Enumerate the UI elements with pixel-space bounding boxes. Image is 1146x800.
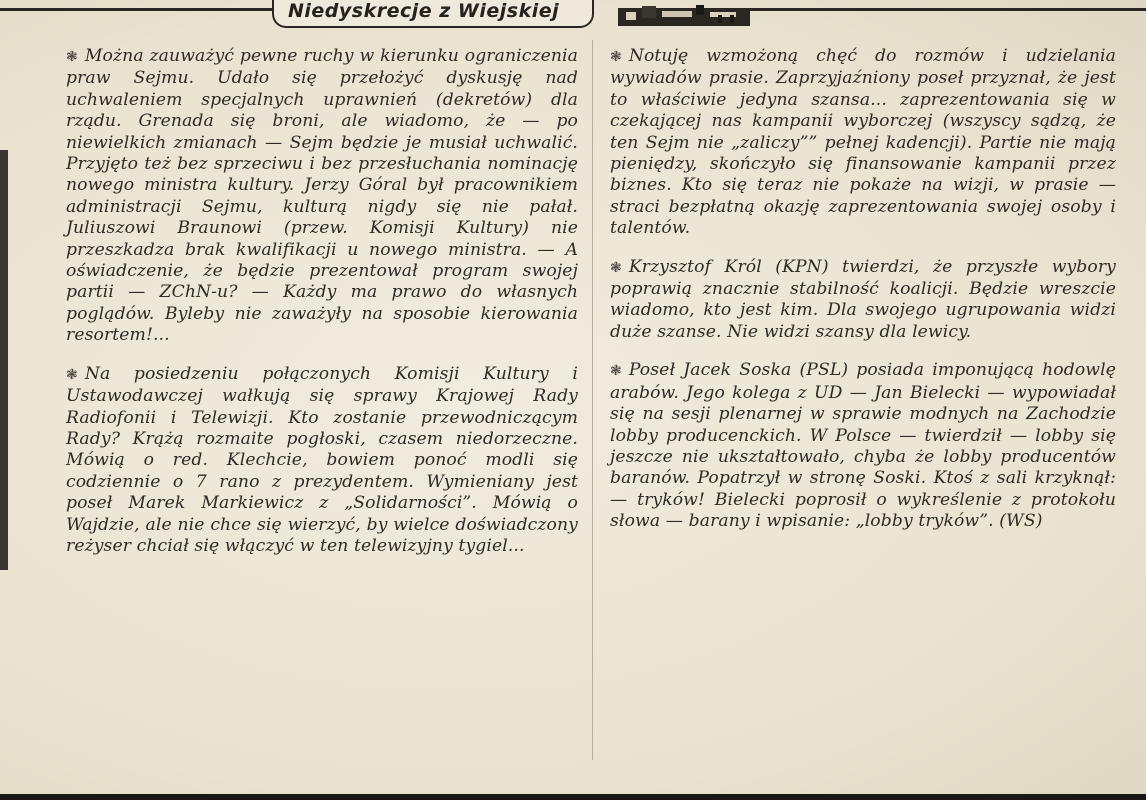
bullet-icon: ❃	[66, 366, 78, 383]
paragraph-text: Na posiedzeniu połączonych Komisji Kultury i Ustawodawczej wałkują się sprawy Krajowej Rady Radiofonii i Telewizji. Kto zostanie przewodniczącym Rady? Krążą rozmaite pogłoski, czasem niedorzeczne. Mówią o red. Klechcie, bowiem ponoć modli się codziennie o 7 rano z prezydentem. Wymieniany jest poseł Marek Markiewicz z „Solidarności”. Mówią o Wajdzie, ale nie chce się wierzyć, by wielce doświadczony reżyser chciał się włączyć w ten telewizyjny tygiel...	[66, 363, 578, 556]
header-rule-right	[750, 8, 1146, 11]
paragraph	[610, 360, 1116, 532]
column-divider	[592, 40, 593, 760]
bullet-icon: ❃	[66, 49, 78, 65]
paragraph	[66, 364, 578, 558]
bullet-icon: ❃	[610, 259, 622, 276]
header-rule-left	[0, 8, 280, 11]
paragraph-text: Notuję wzmożoną chęć do rozmów i udzielania wywiadów prasie. Zaprzyjaźniony poseł przyznał, że jest to właściwie jedyna szansa... zaprezentowania się w czekającej nas kampanii wyborczej (wszyscy sądzą, że ten Sejm nie „zaliczy”” pełnej kadencji). Partie nie mają pieniędzy, skończyło się finansowanie kampanii przez biznes. Kto się teraz nie pokaże na wizji, w prasie — straci bezpłatną okazję zaprezentowania swojej osoby i talentów.	[610, 46, 1116, 239]
paragraph	[610, 257, 1116, 344]
paragraph	[610, 46, 1116, 240]
left-column	[66, 46, 578, 574]
scan-bottom-edge	[0, 794, 1146, 800]
paragraph-text: Krzysztof Król (KPN) twierdzi, że przyszłe wybory poprawią znacznie stabilność koalicji. Będzie wreszcie wiadomo, kto jest kim. Dla swojego ugrupowania widzi duże szanse. Nie widzi szansy dla lewicy.	[610, 256, 1116, 342]
right-column	[610, 46, 1116, 550]
paragraph-text: Poseł Jacek Soska (PSL) posiada imponującą hodowlę arabów. Jego kolega z UD — Jan Bielecki — wypowiadał się na sesji plenarnej w sprawie modnych na Zachodzie lobby producenckich. W Polsce — twierdził — lobby się jeszcze nie ukształtowało, chyba że lobby producentów baranów. Popatrzył w stronę Soski. Ktoś z sali krzyknął: — tryków! Bielecki poprosił o wykreślenie z protokołu słowa — barany i wpisanie: „lobby tryków”. (WS)	[610, 360, 1116, 532]
page-edge-shadow	[0, 150, 8, 570]
column-title: Niedyskrecje z Wiejskiej	[288, 0, 560, 22]
bullet-icon: ❃	[610, 49, 622, 65]
parliament-building-icon	[618, 2, 750, 26]
paragraph	[66, 46, 578, 347]
bullet-icon: ❃	[610, 363, 622, 380]
paragraph-text: Można zauważyć pewne ruchy w kierunku ograniczenia praw Sejmu. Udało się przełożyć dyskusję nad uchwaleniem specjalnych uprawnień (dekretów) dla rządu. Grenada się broni, ale wiadomo, że — po niewielkich zmianach — Sejm będzie je musiał uchwalić. Przyjęto też bez sprzeciwu i bez przesłuchania nominację nowego ministra kultury. Jerzy Góral był pracownikiem administracji Sejmu, kulturą nigdy się nie pałał. Juliuszowi Braunowi (przew. Komisji Kultury) nie przeszkadza brak kwalifikacji u nowego ministra. — A oświadczenie, że będzie prezentował program swojej partii — ZChN-u? — Każdy ma prawo do własnych poglądów. Byleby nie zaważyły na sposobie kierowania resortem!...	[66, 46, 578, 346]
